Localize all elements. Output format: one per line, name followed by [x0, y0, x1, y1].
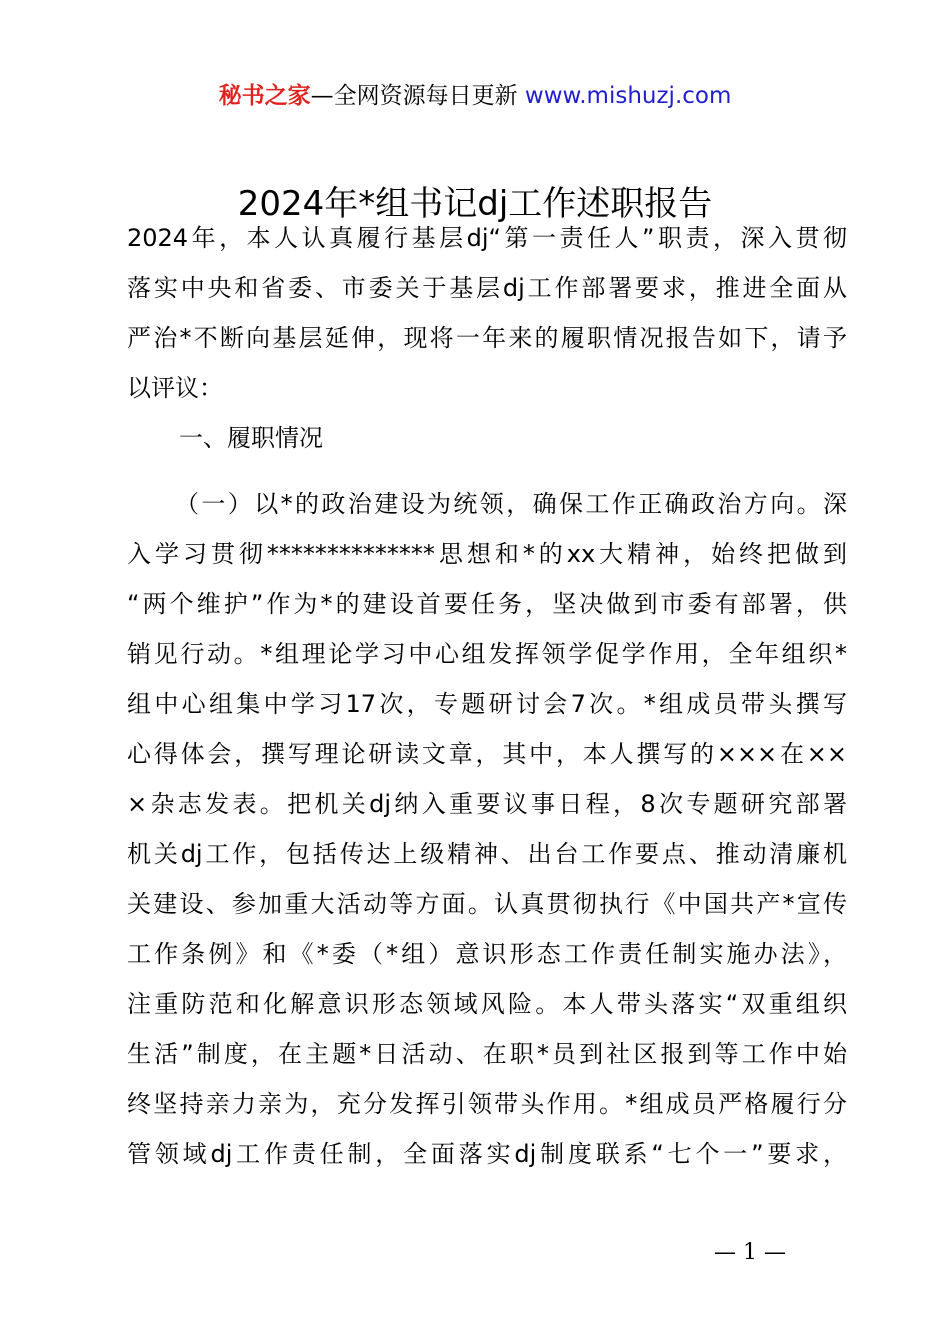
site-tagline: —全网资源每日更新: [310, 83, 518, 109]
paragraph-line: 注重防范和化解意识形态领域风险。本人带头落实“双重组织: [127, 990, 847, 1018]
intro-paragraph: [127, 213, 847, 463]
paragraph-line: 组中心组集中学习17次，专题研讨会7次。*组成员带头撰写: [127, 690, 847, 718]
intro-line: 以评议：: [127, 374, 223, 402]
paragraph-line: （一）以*的政治建设为统领，确保工作正确政治方向。深: [175, 490, 847, 518]
paragraph-line: 销见行动。*组理论学习中心组发挥领学促学作用，全年组织*: [127, 640, 847, 668]
paragraph-line: ×杂志发表。把机关dj纳入重要议事日程，8次专题研究部署: [127, 790, 847, 818]
paragraph-line: 终坚持亲力亲为，充分发挥引领带头作用。*组成员严格履行分: [127, 1090, 847, 1118]
site-url-link[interactable]: www.mishuzj.com: [524, 83, 732, 109]
paragraph-line: 关建设、参加重大活动等方面。认真贯彻执行《中国共产*宣传: [127, 890, 847, 918]
paragraph-line: 生活”制度，在主题*日活动、在职*员到社区报到等工作中始: [127, 1040, 847, 1068]
paragraph-line: 心得体会，撰写理论研读文章，其中，本人撰写的×××在××: [127, 740, 847, 768]
intro-line: 2024年，本人认真履行基层dj“第一责任人”职责，深入贯彻: [127, 224, 847, 252]
intro-line: 严治*不断向基层延伸，现将一年来的履职情况报告如下，请予: [127, 324, 847, 352]
paragraph-line: “两个维护”作为*的建设首要任务，坚决做到市委有部署，供: [127, 590, 847, 618]
body-paragraph: [127, 479, 847, 1179]
intro-line: 落实中央和省委、市委关于基层dj工作部署要求，推进全面从: [127, 274, 847, 302]
site-header: [0, 80, 950, 112]
paragraph-line: 入学习贯彻**************思想和*的xx大精神，始终把做到: [127, 540, 847, 568]
site-brand: 秘书之家: [218, 83, 311, 109]
section-heading: 一、履职情况: [179, 424, 323, 452]
page-number: — 1 —: [714, 1240, 786, 1265]
paragraph-line: 管领域dj工作责任制，全面落实dj制度联系“七个一”要求，: [127, 1140, 847, 1168]
paragraph-line: 机关dj工作，包括传达上级精神、出台工作要点、推动清廉机: [127, 840, 847, 868]
document-title: 2024年*组书记dj工作述职报告: [237, 184, 713, 224]
paragraph-line: 工作条例》和《*委（*组）意识形态工作责任制实施办法》，: [127, 940, 847, 968]
